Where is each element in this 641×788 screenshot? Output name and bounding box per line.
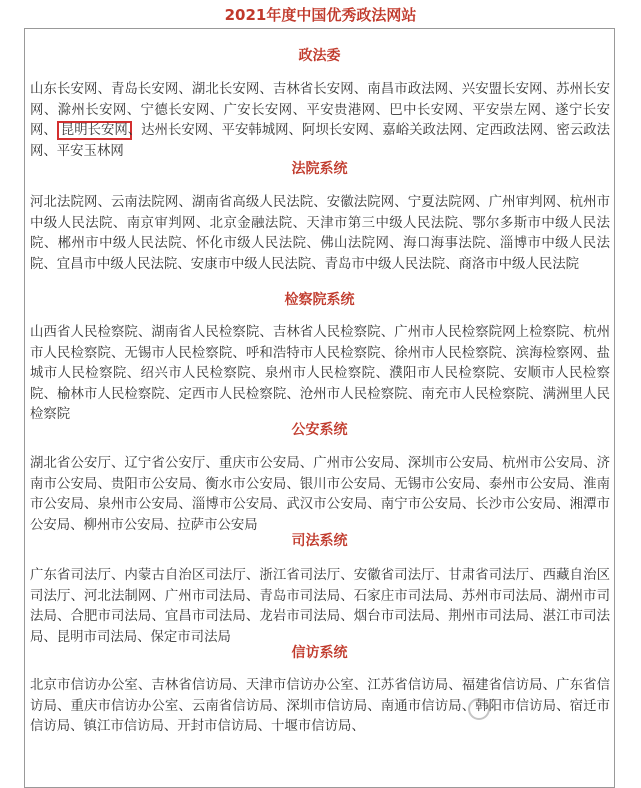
list-text: 山东长安网、青岛长安网、湖北长安网、吉林省长安网、南昌市政法网、兴安盟长安网、苏州长安网、滁州长安网、宁德长安网、广安长安网、平安贵港网、巴中长安网、平安崇左网、遂宁长安网、: [30, 82, 610, 138]
section-heading-petitions: 信访系统: [291, 645, 348, 661]
highlighted-site-kunming: 昆明长安网: [57, 121, 132, 140]
watermark-logo-icon: [468, 698, 490, 720]
section-heading-courts: 法院系统: [291, 161, 348, 177]
section-heading-public-security: 公安系统: [291, 422, 348, 438]
political-legal-committee-list: [30, 80, 610, 162]
petitions-list: 北京市信访办公室、吉林省信访局、天津市信访办公室、江苏省信访局、福建省信访局、广东省信访局、重庆市信访办公室、云南省信访局、深圳市信访局、南通市信访局、韩阳市信访局、宿迁市信访局、镇江市信访局、开封市信访局、十堰市信访局、: [30, 678, 610, 734]
justice-list: 广东省司法厅、内蒙古自治区司法厅、浙江省司法厅、安徽省司法厅、甘肃省司法厅、西藏自治区司法厅、河北法制网、广州市司法局、青岛市司法局、石家庄市司法局、苏州市司法局、湖州市司法局、合肥市司法局、宜昌市司法局、龙岩市司法局、烟台市司法局、荆州市司法局、湛江市司法局、昆明市司法局、保定市司法局: [30, 568, 610, 645]
public-security-list: 湖北省公安厅、辽宁省公安厅、重庆市公安局、广州市公安局、深圳市公安局、杭州市公安局、济南市公安局、贵阳市公安局、衡水市公安局、银川市公安局、无锡市公安局、泰州市公安局、淮南市公安局、泉州市公安局、淄博市公安局、武汉市公安局、南宁市公安局、长沙市公安局、湘潭市公安局、柳州市公安局、拉萨市公安局: [30, 456, 610, 533]
section-heading-justice: 司法系统: [291, 533, 348, 549]
courts-list: 河北法院网、云南法院网、湖南省高级人民法院、安徽法院网、宁夏法院网、广州审判网、杭州市中级人民法院、南京审判网、北京金融法院、天津市第三中级人民法院、鄂尔多斯市中级人民法院、郴州市中级人民法院、怀化市级人民法院、佛山法院网、海口海事法院、淄博市中级人民法院、宜昌市中级人民法院、安康市中级人民法院、青岛市中级人民法院、商洛市中级人民法院: [30, 195, 610, 272]
list-text: 、达州长安网、平安韩城网、阿坝长安网、嘉峪关政法网、定西政法网、密云政法网、平安玉林网: [30, 123, 611, 159]
page-title: 2021年度中国优秀政法网站: [224, 6, 417, 24]
procuratorates-list: 山西省人民检察院、湖南省人民检察院、吉林省人民检察院、广州市人民检察院网上检察院、杭州市人民检察院、无锡市人民检察院、呼和浩特市人民检察院、徐州市人民检察院、滨海检察网、盐城市人民检察院、绍兴市人民检察院、泉州市人民检察院、濮阳市人民检察院、安顺市人民检察院、榆林市人民检察院、定西市人民检察院、沧州市人民检察院、南充市人民检察院、满洲里人民检察院: [30, 325, 610, 422]
section-heading-political-legal-committee: 政法委: [298, 48, 341, 64]
section-heading-procuratorates: 检察院系统: [284, 292, 355, 308]
